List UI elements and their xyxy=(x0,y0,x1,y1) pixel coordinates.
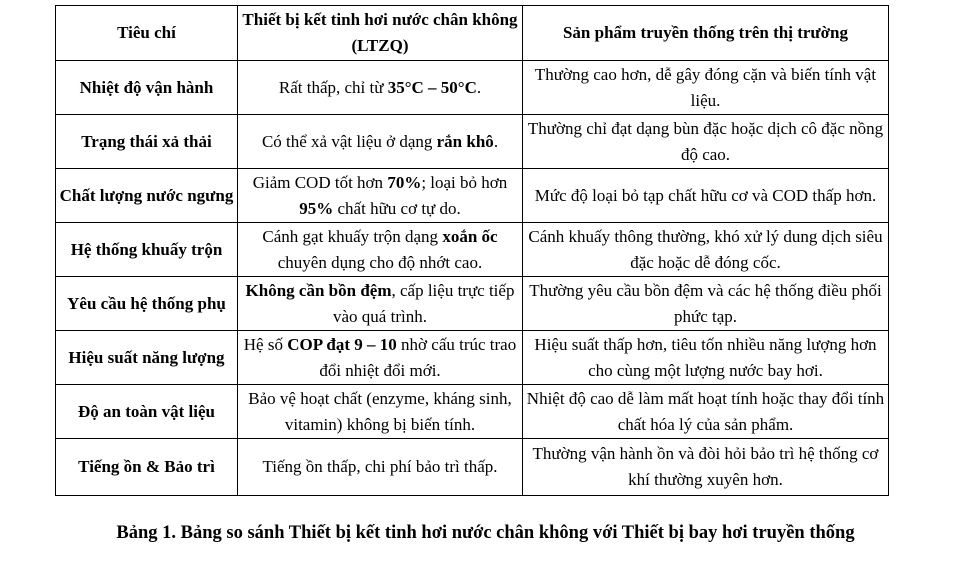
table-header-row xyxy=(56,6,889,61)
traditional-cell: Mức độ loại bỏ tạp chất hữu cơ và COD thấp hơn. xyxy=(523,169,889,223)
cell-text: Hệ số xyxy=(243,334,288,354)
table-row xyxy=(56,385,889,439)
traditional-cell: Hiệu suất thấp hơn, tiêu tốn nhiều năng lượng hơn cho cùng một lượng nước bay hơi. xyxy=(523,331,889,385)
emphasis-text: xoắn ốc xyxy=(442,226,498,246)
cell-text: . xyxy=(493,131,499,151)
header-ltzq: Thiết bị kết tinh hơi nước chân không (LTZQ) xyxy=(238,6,523,61)
traditional-cell: Thường cao hơn, dễ gây đóng cặn và biến tính vật liệu. xyxy=(523,61,889,115)
table-row xyxy=(56,331,889,385)
emphasis-text: 35°C – 50°C xyxy=(387,77,477,97)
criterion-cell: Yêu cầu hệ thống phụ xyxy=(56,277,238,331)
criterion-cell: Tiếng ồn & Bảo trì xyxy=(56,439,238,496)
table-row xyxy=(56,169,889,223)
cell-text: nhờ cấu trúc trao đổi nhiệt đổi mới. xyxy=(319,334,517,380)
criterion-cell: Nhiệt độ vận hành xyxy=(56,61,238,115)
traditional-cell: Thường chỉ đạt dạng bùn đặc hoặc dịch cô đặc nồng độ cao. xyxy=(523,115,889,169)
traditional-cell: Thường yêu cầu bồn đệm và các hệ thống điều phối phức tạp. xyxy=(523,277,889,331)
table-caption: Bảng 1. Bảng so sánh Thiết bị kết tinh hơi nước chân không với Thiết bị bay hơi truyền thống xyxy=(116,523,855,543)
header-traditional: Sản phẩm truyền thống trên thị trường xyxy=(523,6,889,61)
ltzq-cell xyxy=(238,223,523,277)
ltzq-cell xyxy=(238,439,523,496)
cell-text: Rất thấp, chỉ từ xyxy=(278,77,388,97)
emphasis-text: rắn khô xyxy=(436,131,494,151)
cell-text: Bảo vệ hoạt chất (enzyme, kháng sinh, vitamin) không bị biến tính. xyxy=(248,388,512,434)
criterion-cell: Hiệu suất năng lượng xyxy=(56,331,238,385)
ltzq-cell xyxy=(238,277,523,331)
table-row xyxy=(56,115,889,169)
table-row xyxy=(56,61,889,115)
traditional-cell: Cánh khuấy thông thường, khó xử lý dung dịch siêu đặc hoặc dễ đóng cốc. xyxy=(523,223,889,277)
emphasis-text: Không cần bồn đệm xyxy=(245,280,392,300)
header-criteria: Tiêu chí xyxy=(56,6,238,61)
criterion-cell: Chất lượng nước ngưng xyxy=(56,169,238,223)
cell-text: chuyên dụng cho độ nhớt cao. xyxy=(277,252,483,272)
ltzq-cell xyxy=(238,115,523,169)
ltzq-cell xyxy=(238,385,523,439)
cell-text: chất hữu cơ tự do. xyxy=(333,198,461,218)
criterion-cell: Hệ thống khuấy trộn xyxy=(56,223,238,277)
criterion-cell: Trạng thái xả thải xyxy=(56,115,238,169)
criterion-cell: Độ an toàn vật liệu xyxy=(56,385,238,439)
cell-text: . xyxy=(476,77,482,97)
emphasis-text: 95% xyxy=(299,198,334,218)
cell-text: Cánh gạt khuấy trộn dạng xyxy=(262,226,443,246)
comparison-table xyxy=(55,5,889,496)
table-row xyxy=(56,439,889,496)
traditional-cell: Nhiệt độ cao dễ làm mất hoạt tính hoặc thay đổi tính chất hóa lý của sản phẩm. xyxy=(523,385,889,439)
cell-text: Có thể xả vật liệu ở dạng xyxy=(261,131,437,151)
cell-text: , cấp liệu trực tiếp vào quá trình. xyxy=(333,280,515,326)
emphasis-text: COP đạt 9 – 10 xyxy=(287,334,397,354)
table-row xyxy=(56,223,889,277)
cell-text: Tiếng ồn thấp, chi phí bảo trì thấp. xyxy=(262,457,498,476)
table-body xyxy=(56,61,889,496)
ltzq-cell xyxy=(238,169,523,223)
emphasis-text: 70% xyxy=(387,172,422,192)
traditional-cell: Thường vận hành ồn và đòi hỏi bảo trì hệ thống cơ khí thường xuyên hơn. xyxy=(523,439,889,496)
cell-text: ; loại bỏ hơn xyxy=(421,172,508,192)
table-row xyxy=(56,277,889,331)
cell-text: Giảm COD tốt hơn xyxy=(252,172,388,192)
ltzq-cell xyxy=(238,331,523,385)
ltzq-cell xyxy=(238,61,523,115)
